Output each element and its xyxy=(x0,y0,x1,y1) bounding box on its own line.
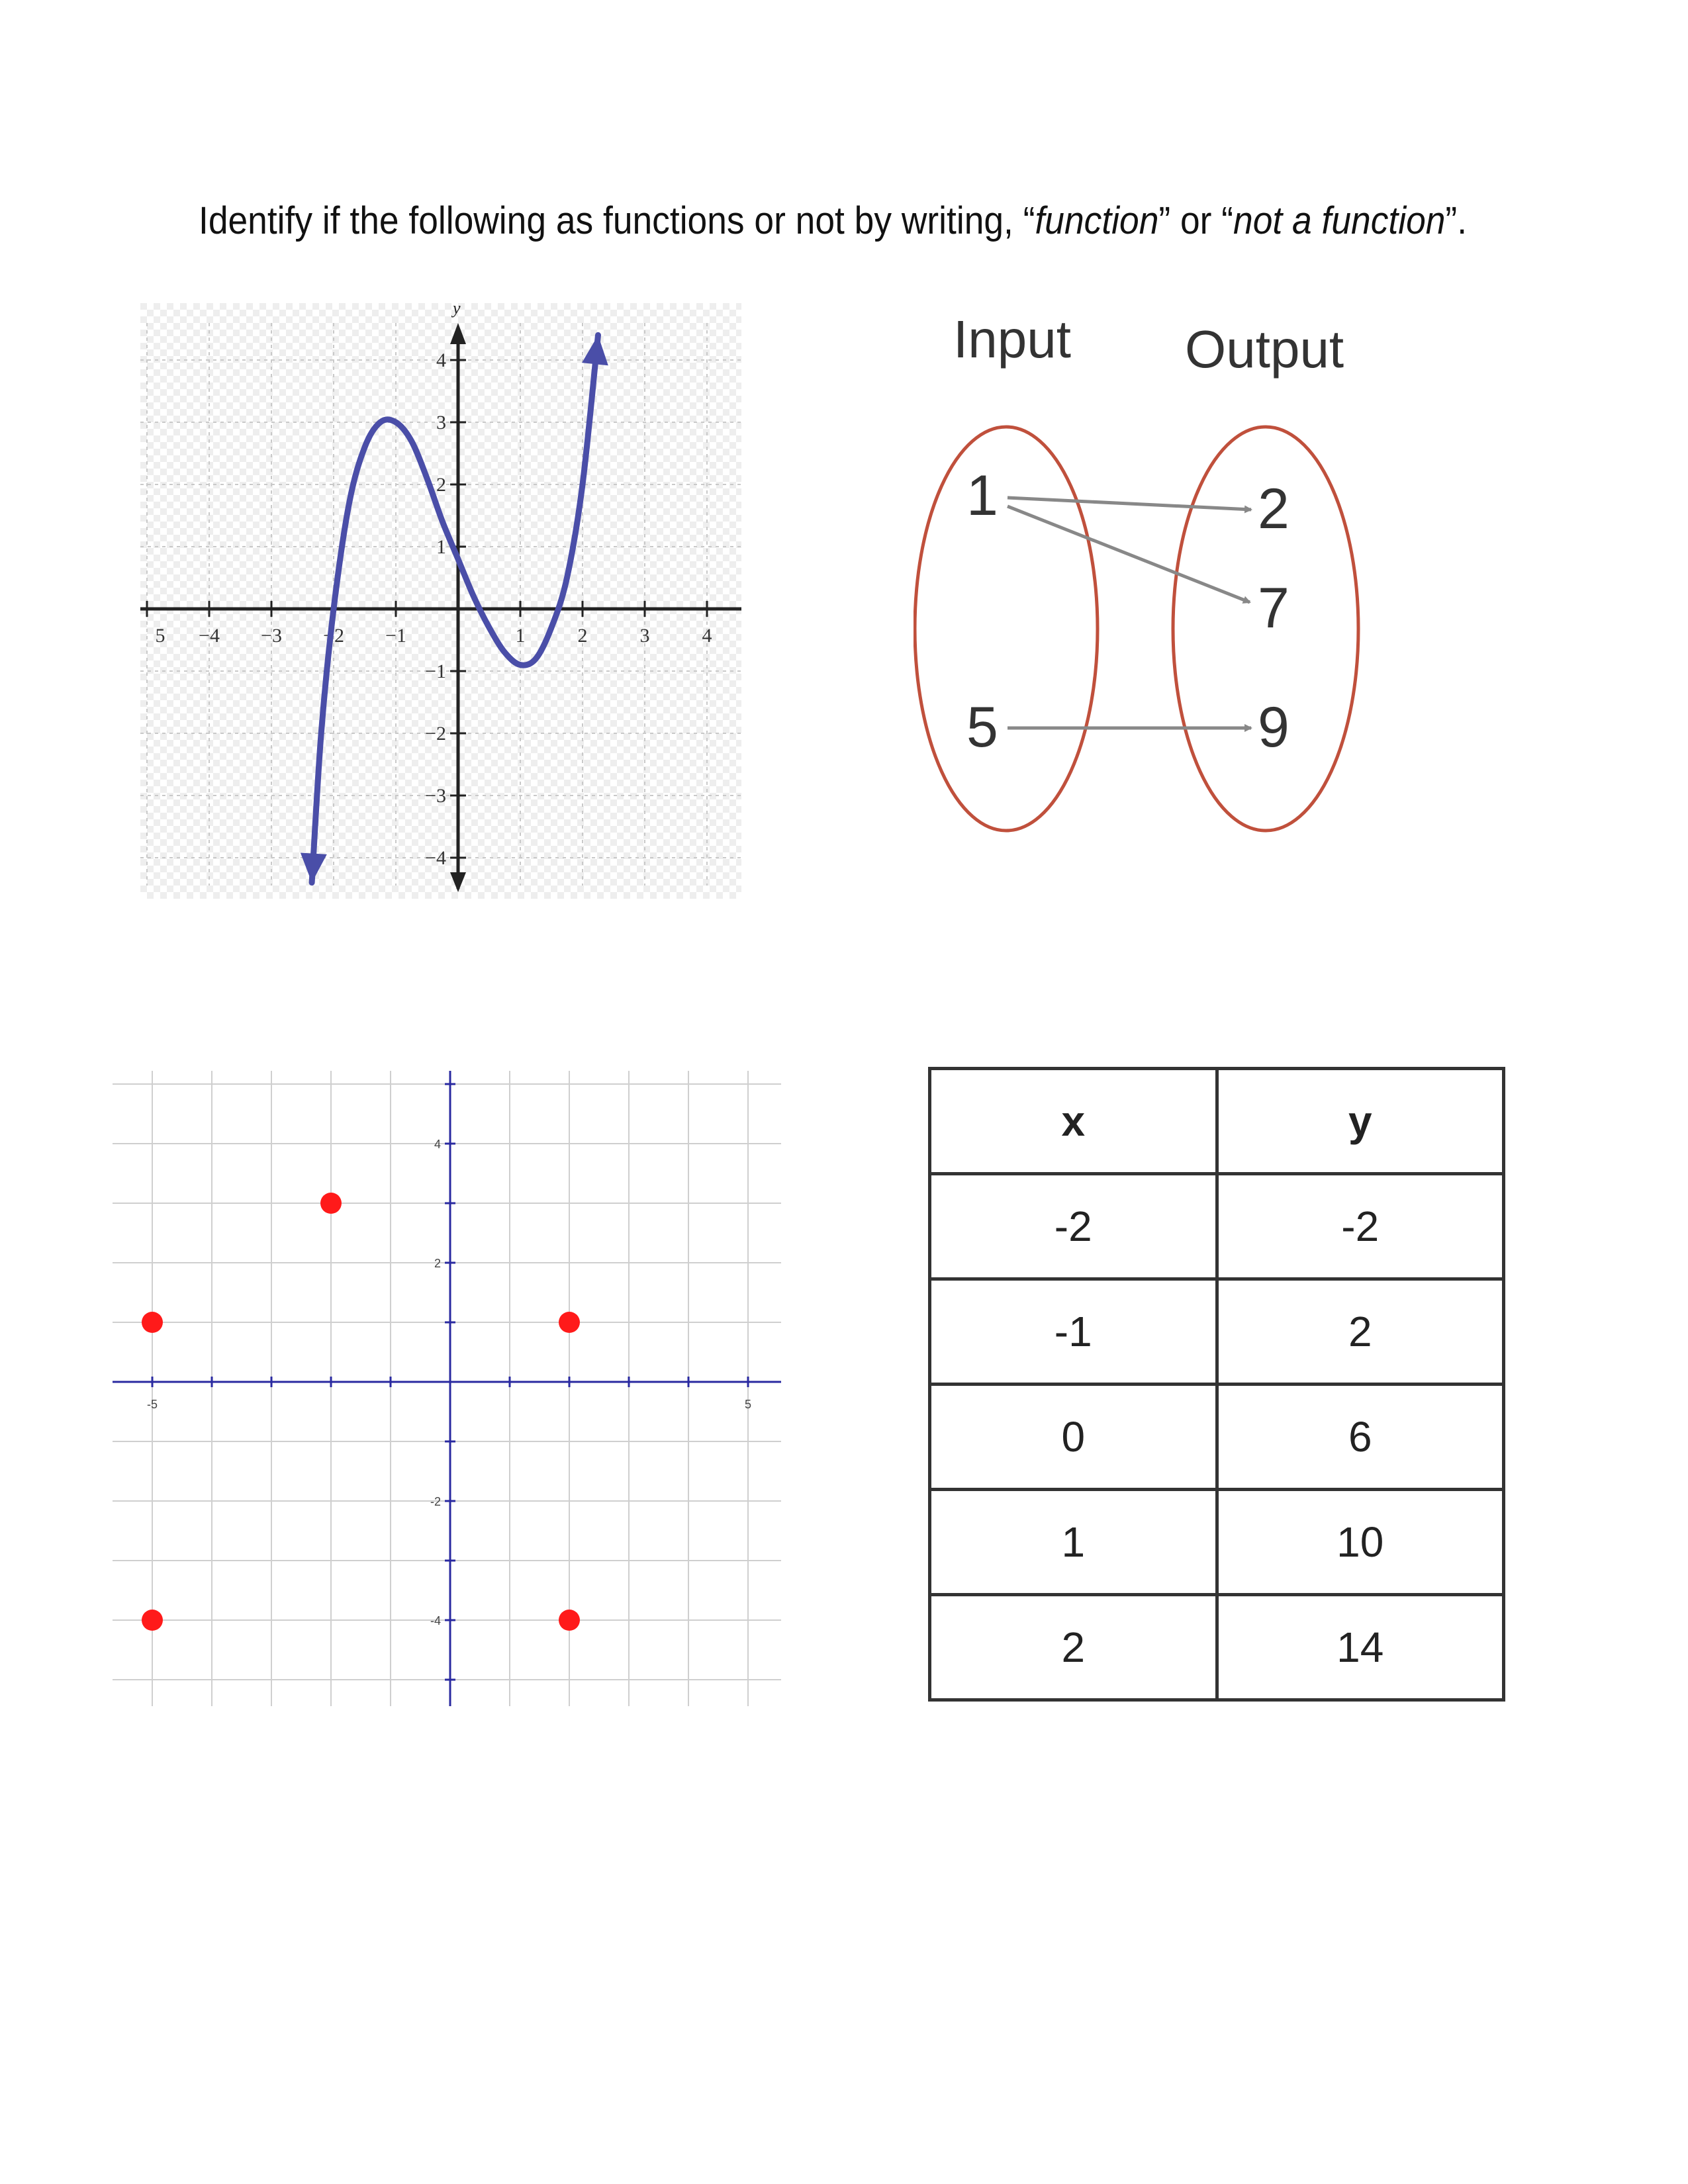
x-tick-label: −3 xyxy=(261,625,282,647)
table-cell-y: 14 xyxy=(1217,1595,1504,1700)
mapping-arrow xyxy=(1008,506,1250,602)
table-row xyxy=(930,1385,1504,1490)
x-tick-label: 3 xyxy=(639,625,650,647)
table-cell-x: -1 xyxy=(930,1279,1217,1385)
instructions-suffix: ”. xyxy=(1445,199,1468,242)
table-row xyxy=(930,1279,1504,1385)
instructions-middle: ” or “ xyxy=(1158,199,1234,242)
mapping-output-value: 9 xyxy=(1258,696,1289,759)
mapping-arrows xyxy=(1008,498,1251,728)
table-header-x: x xyxy=(930,1069,1217,1174)
mapping-diagram xyxy=(914,298,1390,854)
cubic-function-graph xyxy=(140,303,741,899)
mapping-input-oval xyxy=(915,427,1098,831)
table-cell-x: 2 xyxy=(930,1595,1217,1700)
mapping-output-header: Output xyxy=(1185,320,1344,379)
scatter-background xyxy=(113,1071,781,1719)
table-cell-x: 0 xyxy=(930,1385,1217,1490)
instructions-text xyxy=(199,199,1468,243)
table-cell-y: -2 xyxy=(1217,1174,1504,1279)
table-cell-y: 6 xyxy=(1217,1385,1504,1490)
instructions-term-not-function: not a function xyxy=(1233,199,1446,242)
x-tick-label: 5 xyxy=(744,1398,752,1411)
table-cell-x: 1 xyxy=(930,1490,1217,1595)
graph-background xyxy=(140,303,741,899)
table-cell-y: 2 xyxy=(1217,1279,1504,1385)
mapping-output-value: 7 xyxy=(1258,576,1289,640)
y-tick-label: −1 xyxy=(425,660,446,682)
mapping-input-value: 1 xyxy=(966,464,998,527)
y-tick-label: 4 xyxy=(434,1138,441,1151)
scatter-point xyxy=(559,1610,580,1631)
mapping-input-header: Input xyxy=(953,310,1071,369)
x-tick-label: 2 xyxy=(577,625,588,647)
y-tick-label: -4 xyxy=(430,1614,441,1627)
y-tick-label: 2 xyxy=(436,474,446,496)
table-header-row xyxy=(930,1069,1504,1174)
instructions-term-function: function xyxy=(1035,199,1159,242)
y-axis-label: y xyxy=(453,303,461,318)
scatter-point xyxy=(559,1312,580,1333)
mapping-arrow xyxy=(1008,498,1251,510)
y-tick-label: 3 xyxy=(436,412,446,433)
x-tick-label: 1 xyxy=(515,625,526,647)
x-tick-label: -5 xyxy=(146,1398,158,1411)
y-tick-label: −4 xyxy=(425,847,446,869)
scatter-point xyxy=(142,1610,163,1631)
x-tick-label: −2 xyxy=(323,625,344,647)
scatter-point xyxy=(142,1312,163,1333)
y-tick-label: −2 xyxy=(425,723,446,745)
scatter-point-graph xyxy=(113,1071,781,1719)
table-cell-x: -2 xyxy=(930,1174,1217,1279)
table-cell-y: 10 xyxy=(1217,1490,1504,1595)
x-tick-label: 4 xyxy=(702,625,712,647)
y-tick-label: 4 xyxy=(436,349,446,371)
mapping-input-value: 5 xyxy=(966,696,998,759)
instructions-prefix: Identify if the following as functions or not by writing, “ xyxy=(199,199,1035,242)
xy-table xyxy=(928,1067,1505,1702)
x-tick-label: −4 xyxy=(199,625,220,647)
y-tick-label: 1 xyxy=(436,536,446,558)
mapping-output-value: 2 xyxy=(1258,477,1289,541)
table-row xyxy=(930,1490,1504,1595)
x-tick-label: −1 xyxy=(385,625,406,647)
scatter-point xyxy=(320,1193,342,1214)
y-tick-label: -2 xyxy=(430,1495,441,1508)
y-tick-label: −3 xyxy=(425,785,446,807)
table-header-y: y xyxy=(1217,1069,1504,1174)
table-row xyxy=(930,1595,1504,1700)
y-tick-label: 2 xyxy=(434,1257,441,1270)
x-tick-label: 5 xyxy=(155,625,165,647)
table-row xyxy=(930,1174,1504,1279)
